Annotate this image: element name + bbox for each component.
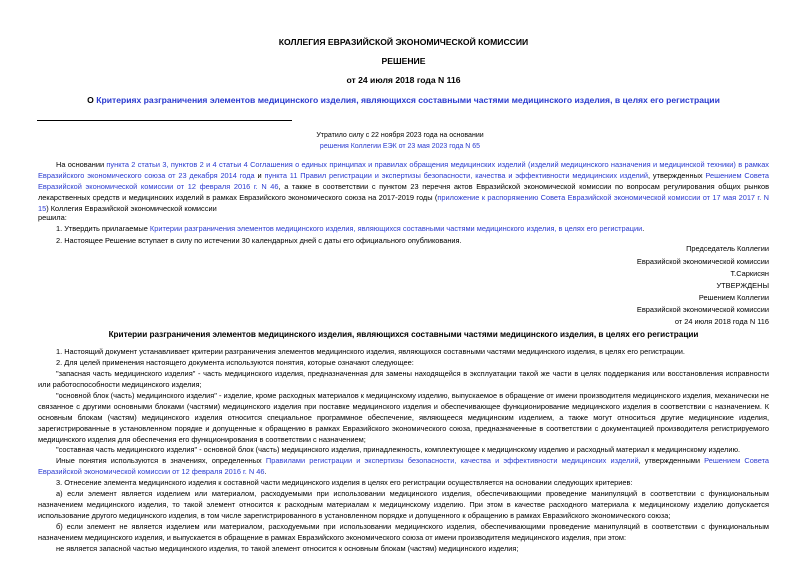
criteria-1: 1. Настоящий документ устанавливает критерии разграничения элементов медицинского изделия, являющихся составными частями медицинского изделия, в целях его регистрации. <box>56 347 685 356</box>
criterion-a: а) если элемент является изделием или материалом, расходуемыми при использовании медицинского изделия, обеспечивающими проведение манипуляций в соответствии с функциональным назначением медицинского изделия, то такой элемент относится к расходным материалам к медицинскому изделию. При этом в качестве расходного материала к медицинскому изделию допускается использование другого медицинского изделия, в том числе зарегистрированного в установленном порядке и допущенного к обращению в рамках Евразийского экономического союза; <box>38 489 769 520</box>
org-heading: КОЛЛЕГИЯ ЕВРАЗИЙСКОЙ ЭКОНОМИЧЕСКОЙ КОМИССИИ <box>278 37 529 47</box>
divider <box>37 120 292 121</box>
criteria-title: Критерии разграничения элементов медицинского изделия, являющихся составными частями медицинского изделия, в целях его регистрации <box>108 330 699 339</box>
signature-name: Т.Саркисян <box>730 269 769 278</box>
rules-link[interactable]: пункта 11 Правил регистрации и экспертизы безопасности, качества и эффективности медицинских изделий <box>264 171 648 180</box>
council-decision-link[interactable]: Решением Совета Евразийской экономической комиссии от 12 февраля 2016 г. N 46 <box>38 171 769 191</box>
council-decision-link-2[interactable]: Решением Совета Евразийской экономической комиссии от 12 февраля 2016 г. N 46 <box>38 456 769 476</box>
criteria-link[interactable]: Критерии разграничения элементов медицинского изделия, являющихся составными частями медицинского изделия, в целях его регистрации <box>149 224 643 233</box>
approved-line-2: Евразийской экономической комиссии <box>636 305 769 314</box>
approved-label: УТВЕРЖДЕНЫ <box>716 281 769 290</box>
definition-spare-part: "запасная часть медицинского изделия" - часть медицинского изделия, предназначенная для замены находящейся в эксплуатации такой же части в целях поддержания или восстановления исправности или работоспособности медицинского изделия; <box>38 369 769 389</box>
agreement-link[interactable]: пункта 2 статьи 3, пунктов 2 и 4 статьи 4 Соглашения о единых принципах и правилах обращения медицинских изделий (изделий медицинского назначения и медицинской техники) в рамках Евразийского экономического союза от 23 декабря 2014 года <box>38 160 770 180</box>
definition-component: "составная часть медицинского изделия" - основной блок (часть) медицинского изделия, принадлежность, комплектующее к медицинскому изделию и расходный материал к медицинскому изделию. <box>56 445 741 454</box>
criterion-b: б) если элемент не является изделием или материалом, расходуемыми при использовании медицинского изделия, обеспечивающими проведение манипуляций в соответствии с функциональным назначением медицинского изделия, и выпускается в обращение в рамках Евразийского экономического союза от имени производителя медицинского изделия, при этом: <box>38 522 769 542</box>
title-link[interactable]: Критериях разграничения элементов медицинского изделия, являющихся составными частями медицинского изделия, в целях его регистрации <box>96 95 720 105</box>
signature-line-2: Евразийской экономической комиссии <box>636 257 769 266</box>
lost-force-link[interactable]: решения Коллегии ЕЭК от 23 мая 2023 года N 65 <box>319 143 481 150</box>
rules-link-2[interactable]: Правилами регистрации и экспертизы безопасности, качества и эффективности медицинских изделий <box>265 456 639 465</box>
signature-line-1: Председатель Коллегии <box>686 244 769 253</box>
criterion-b-1: не является запасной частью медицинского изделия, то такой элемент относится к основным блокам (частям) медицинского изделия; <box>56 544 519 553</box>
decision-date: от 24 июля 2018 года N 116 <box>346 75 461 85</box>
item-1: 1. Утвердить прилагаемые Критерии разграничения элементов медицинского изделия, являющихся составными частями медицинского изделия, в целях его регистрации. <box>56 224 645 233</box>
definition-main-block: "основной блок (часть) медицинского изделия" - изделие, кроме расходных материалов к медицинскому изделию, выпускаемое в обращение от имени производителя медицинского изделия, механически не связанное с другими основными блоками (частями) медицинского изделия при поставке медицинского изделия и обеспечивающее функционирование медицинского изделия в соответствии с назначением. К основным блокам (частям) медицинского изделия относится специальное программное обеспечение, являющееся медицинским изделием, а также могут относиться другие медицинские изделия, зарегистрированные в установленном порядке и допущенные к обращению в рамках Евразийского экономического союза, предназначенные в соответствии с документацией производителя регистрируемого медицинского изделия для обеспечения его функционирования в соответствии с назначением; <box>38 391 769 444</box>
criteria-2: 2. Для целей применения настоящего документа используются понятия, которые означают следующее: <box>56 358 414 367</box>
criteria-3: 3. Отнесение элемента медицинского изделия к составной части медицинского изделия в целях его регистрации осуществляется на основании следующих критериев: <box>56 478 633 487</box>
approved-line-1: Решением Коллегии <box>698 293 769 302</box>
decision-title: О Критериях разграничения элементов медицинского изделия, являющихся составными частями медицинского изделия, в целях его регистрации <box>87 95 720 105</box>
other-terms: Иные понятия используются в значениях, определенных Правилами регистрации и экспертизы безопасности, качества и эффективности медицинских изделий, утвержденными Решением Совета Евразийской экономической комиссии от 12 февраля 2016 г. N 46. <box>38 456 769 476</box>
doc-type-heading: РЕШЕНИЕ <box>381 56 426 66</box>
order-link[interactable]: приложение к распоряжению Совета Евразийской экономической комиссии от 17 мая 2017 г. N 15 <box>38 193 769 213</box>
preamble-paragraph: На основании пункта 2 статьи 3, пунктов 2 и 4 статьи 4 Соглашения о единых принципах и правилах обращения медицинских изделий (изделий медицинского назначения и медицинской техники) в рамках Евразийского экономического союза от 23 декабря 2014 года и пункта 11 Правил регистрации и экспертизы безопасности, качества и эффективности медицинских изделий, утвержденных Решением Совета Евразийской экономической комиссии от 12 февраля 2016 г. N 46, а также в соответствии с пунктом 23 перечня актов Евразийской экономической комиссии по вопросам регулирования общих рынков лекарственных средств и медицинских изделий в рамках Евразийского экономического союза на 2017-2019 годы (приложение к распоряжению Совета Евразийской экономической комиссии от 17 мая 2017 г. N 15) Коллегия Евразийской экономической комиссии <box>38 160 770 213</box>
lost-force-note: Утратило силу с 22 ноября 2023 года на основании <box>316 132 484 139</box>
item-2: 2. Настоящее Решение вступает в силу по истечении 30 календарных дней с даты его официального опубликования. <box>56 236 462 245</box>
decided-label: решила: <box>38 213 67 222</box>
approved-date: от 24 июля 2018 года N 116 <box>674 317 769 326</box>
